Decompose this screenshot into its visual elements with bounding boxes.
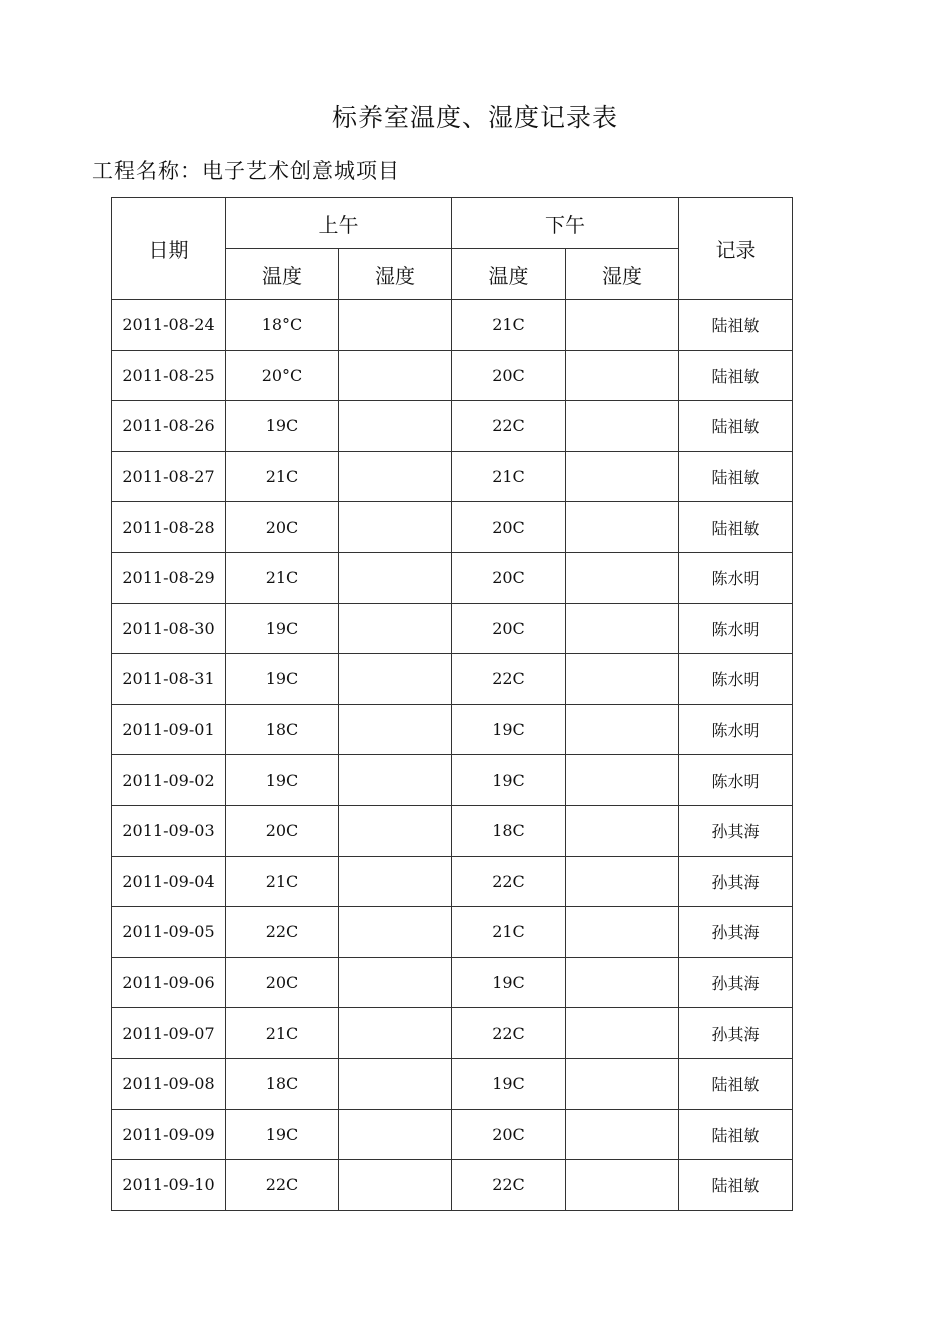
cell-pm-temperature: 21C — [452, 451, 566, 502]
cell-am-humidity — [339, 1160, 452, 1211]
cell-pm-temperature: 19C — [452, 704, 566, 755]
cell-recorder: 陆祖敏 — [679, 1058, 793, 1109]
cell-am-temperature: 18°C — [226, 300, 339, 351]
cell-pm-humidity — [566, 350, 679, 401]
header-am-temperature: 温度 — [226, 249, 339, 300]
cell-pm-humidity — [566, 401, 679, 452]
cell-am-temperature: 21C — [226, 856, 339, 907]
cell-am-humidity — [339, 856, 452, 907]
cell-pm-humidity — [566, 654, 679, 705]
project-name: 工程名称：电子艺术创意城项目 — [92, 159, 400, 183]
cell-pm-temperature: 21C — [452, 300, 566, 351]
cell-pm-temperature: 22C — [452, 856, 566, 907]
cell-pm-temperature: 22C — [452, 401, 566, 452]
cell-pm-temperature: 20C — [452, 1109, 566, 1160]
cell-pm-temperature: 20C — [452, 350, 566, 401]
cell-am-temperature: 20C — [226, 805, 339, 856]
cell-recorder: 孙其海 — [679, 1008, 793, 1059]
cell-date: 2011-09-04 — [112, 856, 226, 907]
cell-pm-humidity — [566, 1109, 679, 1160]
cell-pm-humidity — [566, 552, 679, 603]
table-row — [112, 401, 793, 452]
record-table — [111, 197, 793, 1211]
cell-pm-humidity — [566, 502, 679, 553]
cell-recorder: 陈水明 — [679, 704, 793, 755]
cell-date: 2011-09-05 — [112, 907, 226, 958]
cell-am-humidity — [339, 401, 452, 452]
table-row — [112, 755, 793, 806]
table-row — [112, 856, 793, 907]
cell-date: 2011-09-07 — [112, 1008, 226, 1059]
header-morning: 上午 — [226, 198, 452, 249]
cell-pm-temperature: 19C — [452, 755, 566, 806]
table-row — [112, 350, 793, 401]
cell-recorder: 陈水明 — [679, 552, 793, 603]
cell-am-humidity — [339, 552, 452, 603]
table-row — [112, 654, 793, 705]
table-row — [112, 1109, 793, 1160]
header-date: 日期 — [112, 198, 226, 300]
cell-recorder: 陆祖敏 — [679, 350, 793, 401]
cell-am-temperature: 20C — [226, 502, 339, 553]
cell-pm-humidity — [566, 1008, 679, 1059]
header-recorder: 记录 — [679, 198, 793, 300]
cell-date: 2011-08-29 — [112, 552, 226, 603]
cell-am-humidity — [339, 907, 452, 958]
cell-date: 2011-08-28 — [112, 502, 226, 553]
cell-am-humidity — [339, 1008, 452, 1059]
cell-pm-temperature: 19C — [452, 957, 566, 1008]
header-afternoon: 下午 — [452, 198, 679, 249]
cell-am-humidity — [339, 957, 452, 1008]
cell-recorder: 陆祖敏 — [679, 502, 793, 553]
cell-pm-humidity — [566, 957, 679, 1008]
cell-pm-temperature: 19C — [452, 1058, 566, 1109]
cell-recorder: 陆祖敏 — [679, 1109, 793, 1160]
cell-am-temperature: 22C — [226, 1160, 339, 1211]
cell-date: 2011-09-09 — [112, 1109, 226, 1160]
cell-pm-temperature: 20C — [452, 603, 566, 654]
cell-recorder: 孙其海 — [679, 805, 793, 856]
cell-pm-humidity — [566, 603, 679, 654]
table-row — [112, 502, 793, 553]
cell-recorder: 陆祖敏 — [679, 401, 793, 452]
cell-recorder: 陆祖敏 — [679, 300, 793, 351]
cell-am-temperature: 19C — [226, 755, 339, 806]
table-row — [112, 451, 793, 502]
cell-am-temperature: 22C — [226, 907, 339, 958]
cell-date: 2011-08-24 — [112, 300, 226, 351]
cell-pm-temperature: 18C — [452, 805, 566, 856]
cell-am-humidity — [339, 1058, 452, 1109]
cell-pm-humidity — [566, 856, 679, 907]
cell-recorder: 孙其海 — [679, 907, 793, 958]
cell-am-temperature: 18C — [226, 1058, 339, 1109]
cell-recorder: 陈水明 — [679, 654, 793, 705]
cell-date: 2011-08-31 — [112, 654, 226, 705]
cell-am-humidity — [339, 1109, 452, 1160]
cell-am-temperature: 21C — [226, 451, 339, 502]
cell-recorder: 陈水明 — [679, 603, 793, 654]
table-row — [112, 300, 793, 351]
table-row — [112, 1008, 793, 1059]
cell-pm-humidity — [566, 1160, 679, 1211]
table-row — [112, 552, 793, 603]
cell-am-humidity — [339, 755, 452, 806]
table-row — [112, 1160, 793, 1211]
cell-pm-humidity — [566, 805, 679, 856]
cell-am-humidity — [339, 603, 452, 654]
cell-recorder: 陈水明 — [679, 755, 793, 806]
cell-am-temperature: 20°C — [226, 350, 339, 401]
cell-pm-temperature: 22C — [452, 1008, 566, 1059]
cell-am-temperature: 21C — [226, 552, 339, 603]
header-pm-temperature: 温度 — [452, 249, 566, 300]
cell-pm-temperature: 21C — [452, 907, 566, 958]
cell-recorder: 陆祖敏 — [679, 1160, 793, 1211]
cell-am-humidity — [339, 350, 452, 401]
cell-am-humidity — [339, 451, 452, 502]
table-row — [112, 1058, 793, 1109]
cell-pm-humidity — [566, 907, 679, 958]
cell-am-humidity — [339, 704, 452, 755]
table-row — [112, 907, 793, 958]
cell-am-temperature: 21C — [226, 1008, 339, 1059]
cell-date: 2011-09-03 — [112, 805, 226, 856]
cell-pm-humidity — [566, 1058, 679, 1109]
cell-pm-humidity — [566, 300, 679, 351]
cell-pm-temperature: 22C — [452, 1160, 566, 1211]
cell-recorder: 陆祖敏 — [679, 451, 793, 502]
cell-date: 2011-08-26 — [112, 401, 226, 452]
cell-pm-humidity — [566, 755, 679, 806]
cell-recorder: 孙其海 — [679, 957, 793, 1008]
table-row — [112, 805, 793, 856]
cell-recorder: 孙其海 — [679, 856, 793, 907]
header-row-top — [112, 198, 793, 249]
cell-date: 2011-09-08 — [112, 1058, 226, 1109]
cell-pm-temperature: 22C — [452, 654, 566, 705]
table-row — [112, 603, 793, 654]
cell-am-temperature: 19C — [226, 603, 339, 654]
cell-date: 2011-08-30 — [112, 603, 226, 654]
cell-pm-temperature: 20C — [452, 502, 566, 553]
cell-date: 2011-08-25 — [112, 350, 226, 401]
header-am-humidity: 湿度 — [339, 249, 452, 300]
cell-date: 2011-09-10 — [112, 1160, 226, 1211]
cell-am-temperature: 19C — [226, 654, 339, 705]
cell-pm-humidity — [566, 704, 679, 755]
cell-am-temperature: 20C — [226, 957, 339, 1008]
table-row — [112, 957, 793, 1008]
cell-date: 2011-09-06 — [112, 957, 226, 1008]
cell-am-temperature: 19C — [226, 1109, 339, 1160]
cell-date: 2011-09-02 — [112, 755, 226, 806]
cell-am-humidity — [339, 654, 452, 705]
cell-pm-temperature: 20C — [452, 552, 566, 603]
page-title: 标养室温度、湿度记录表 — [331, 103, 618, 132]
cell-am-temperature: 19C — [226, 401, 339, 452]
header-pm-humidity: 湿度 — [566, 249, 679, 300]
cell-date: 2011-09-01 — [112, 704, 226, 755]
cell-am-humidity — [339, 805, 452, 856]
cell-am-humidity — [339, 502, 452, 553]
table-row — [112, 704, 793, 755]
cell-am-humidity — [339, 300, 452, 351]
cell-pm-humidity — [566, 451, 679, 502]
cell-am-temperature: 18C — [226, 704, 339, 755]
cell-date: 2011-08-27 — [112, 451, 226, 502]
